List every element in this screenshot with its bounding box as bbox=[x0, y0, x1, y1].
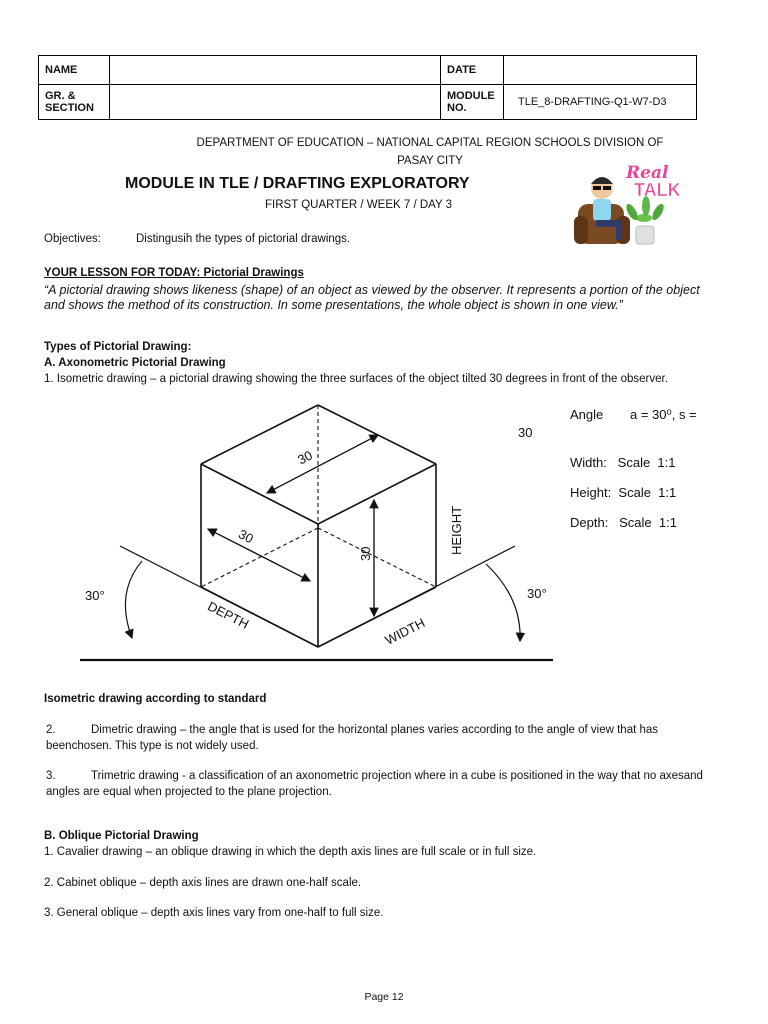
height-spec: Height: Scale 1:1 bbox=[570, 485, 677, 500]
width-label: WIDTH bbox=[382, 615, 428, 648]
lesson-heading: YOUR LESSON FOR TODAY: Pictorial Drawings bbox=[44, 267, 304, 279]
grade-section-field[interactable] bbox=[110, 85, 441, 120]
angle-left: 30° bbox=[85, 588, 105, 603]
section-a-heading: A. Axonometric Pictorial Drawing bbox=[44, 357, 226, 369]
logo-text-real: Real bbox=[626, 163, 669, 183]
angle-spec-label: Angle bbox=[570, 407, 604, 422]
dim-vertical: 30 bbox=[358, 546, 373, 561]
name-field[interactable] bbox=[110, 56, 441, 85]
types-heading: Types of Pictorial Drawing: bbox=[44, 341, 192, 353]
objectives-label: Objectives: bbox=[44, 233, 101, 245]
module-no-label: MODULE NO. bbox=[441, 85, 504, 120]
general-oblique-item: 3. General oblique – depth axis lines vary from one-half to full size. bbox=[44, 907, 384, 919]
figure-caption: Isometric drawing according to standard bbox=[44, 693, 267, 705]
depth-label: DEPTH bbox=[205, 598, 252, 632]
dim-top: 30 bbox=[295, 447, 315, 468]
header-table bbox=[38, 55, 697, 120]
name-label: NAME bbox=[39, 56, 110, 85]
dimetric-item: 2. Dimetric drawing – the angle that is used for the horizontal planes varies according to the angle of view that has beenchosen. This type is not widely used. bbox=[46, 724, 659, 752]
date-field[interactable] bbox=[504, 56, 697, 85]
module-code: TLE_8-DRAFTING-Q1-W7-D3 bbox=[504, 85, 697, 120]
cabinet-item: 2. Cabinet oblique – depth axis lines are drawn one-half scale. bbox=[44, 877, 362, 889]
date-label: DATE bbox=[441, 56, 504, 85]
real-talk-logo bbox=[572, 158, 690, 250]
isometric-figure bbox=[60, 398, 720, 688]
page-number: Page 12 bbox=[364, 991, 404, 1003]
logo-text-talk: TALK bbox=[634, 180, 681, 200]
module-title: MODULE IN TLE / DRAFTING EXPLORATORY bbox=[125, 175, 470, 192]
depth-spec: Depth: Scale 1:1 bbox=[570, 515, 677, 530]
grade-section-label: GR. & SECTION bbox=[39, 85, 110, 120]
dim-left: 30 bbox=[236, 526, 256, 547]
department-heading: DEPARTMENT OF EDUCATION – NATIONAL CAPITAL REGION SCHOOLS DIVISION OF PASAY CITY bbox=[196, 137, 664, 167]
objectives-text: Distingusih the types of pictorial drawings. bbox=[136, 233, 351, 245]
plant-icon bbox=[624, 196, 666, 244]
isometric-item: 1. Isometric drawing – a pictorial drawing showing the three surfaces of the object tilted 30 degrees in front of the observer. bbox=[44, 373, 668, 385]
section-b-heading: B. Oblique Pictorial Drawing bbox=[44, 830, 199, 842]
module-subtitle: FIRST QUARTER / WEEK 7 / DAY 3 bbox=[265, 199, 453, 211]
cavalier-item: 1. Cavalier drawing – an oblique drawing in which the depth axis lines are full scale or in full size. bbox=[44, 846, 537, 858]
width-spec: Width: Scale 1:1 bbox=[570, 455, 676, 470]
lesson-quote: “A pictorial drawing shows likeness (shape) of an object as viewed by the observer. It represents a portion of the object and shows the method of its construction. In some presentations, the whole object is shown in one view.” bbox=[44, 283, 700, 312]
trimetric-item: 3. Trimetric drawing - a classification of an axonometric projection where in a cube is positioned in the way that no axesand angles are equal when projected to the plane projection. bbox=[46, 770, 703, 798]
angle-right: 30° bbox=[527, 586, 547, 601]
angle-spec-cont: 30 bbox=[518, 425, 533, 440]
angle-spec-value: a = 30⁰, s = bbox=[630, 407, 697, 422]
height-label: HEIGHT bbox=[449, 505, 464, 555]
